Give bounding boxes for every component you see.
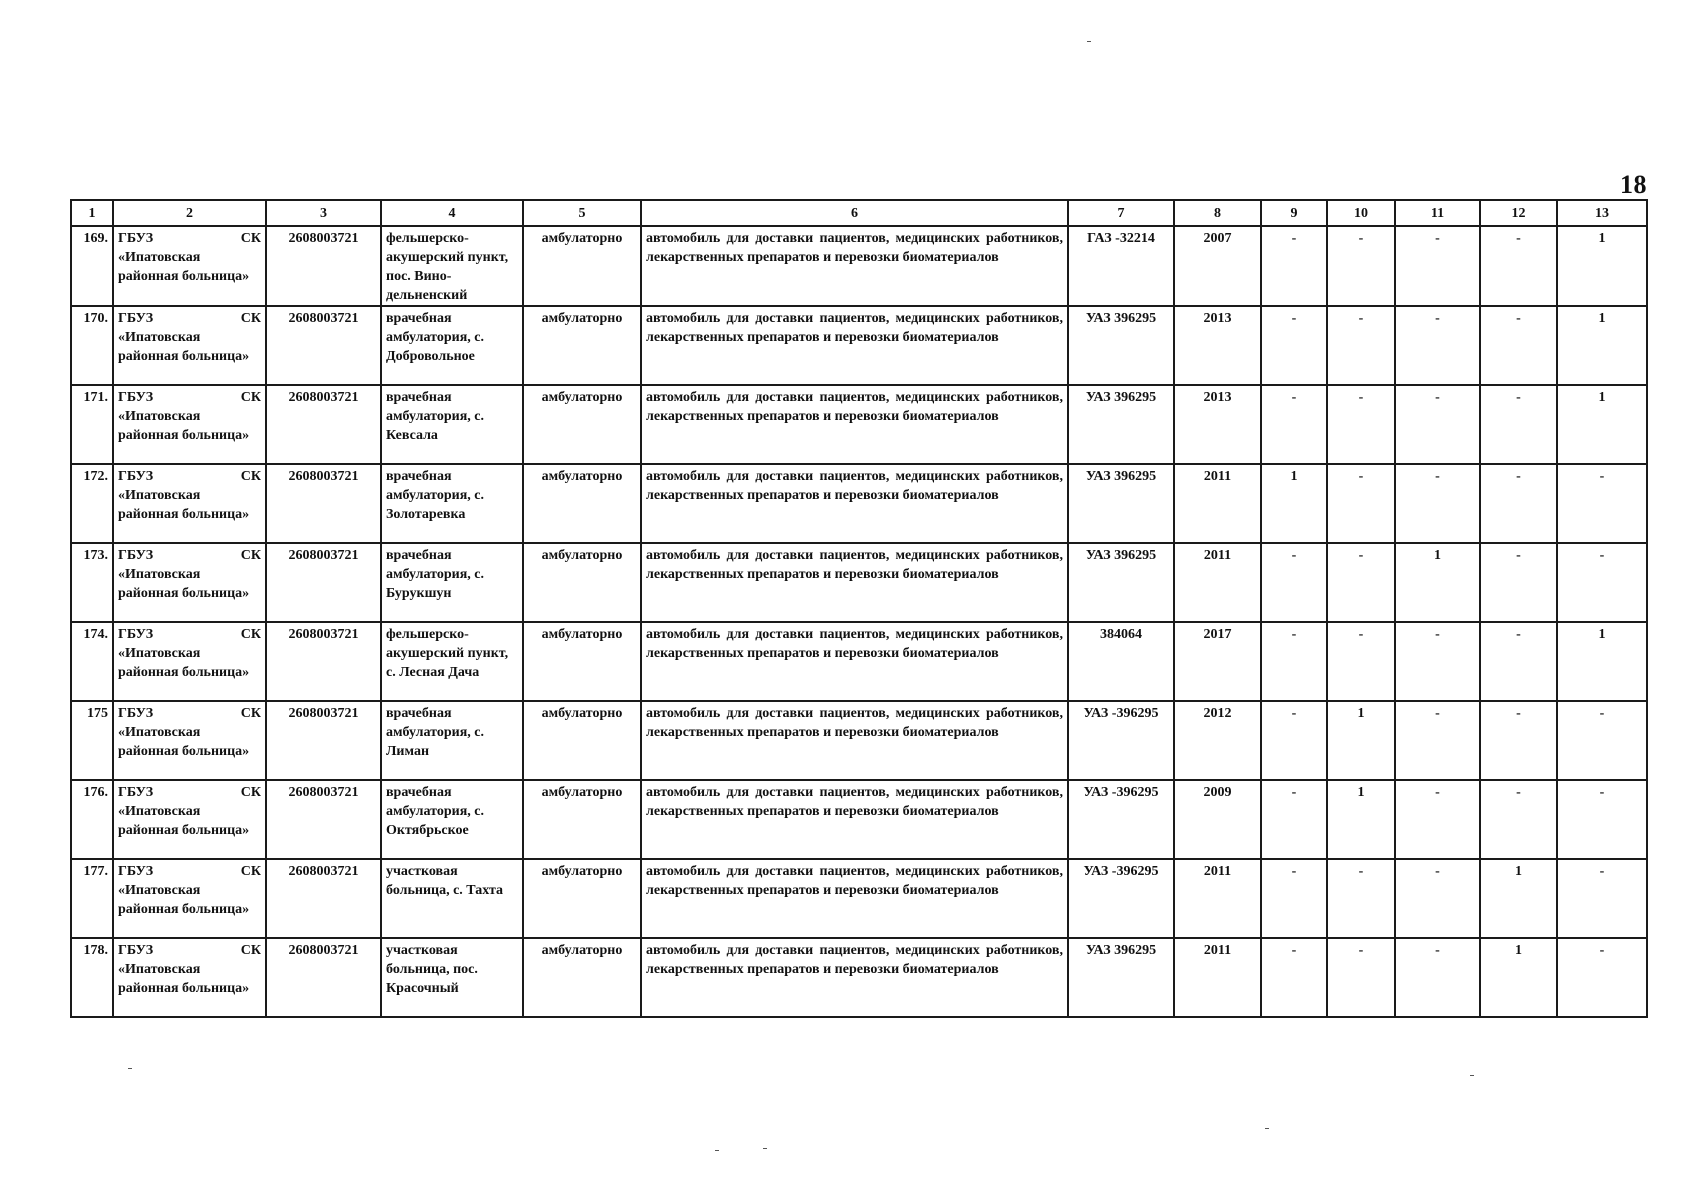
column-9-value: - bbox=[1261, 385, 1327, 464]
vehicle-purpose: автомобиль для доставки пациентов, медицинских работников, лекарственных препаратов и перевозки биоматериалов bbox=[641, 464, 1068, 543]
row-number: 170. bbox=[71, 306, 113, 385]
vehicle-model: 384064 bbox=[1068, 622, 1174, 701]
vehicle-year: 2007 bbox=[1174, 226, 1261, 306]
scan-speck bbox=[715, 1150, 719, 1151]
vehicle-year: 2013 bbox=[1174, 385, 1261, 464]
organization-name: ГБУЗ СК «Ипатовская районная больница» bbox=[113, 464, 266, 543]
care-mode: амбулаторно bbox=[523, 938, 641, 1017]
column-13-value: 1 bbox=[1557, 385, 1647, 464]
column-12-value: - bbox=[1480, 622, 1557, 701]
care-mode: амбулаторно bbox=[523, 464, 641, 543]
column-9-value: - bbox=[1261, 701, 1327, 780]
medical-unit: участковая больница, пос. Красочный bbox=[381, 938, 523, 1017]
column-9-value: 1 bbox=[1261, 464, 1327, 543]
table-row bbox=[71, 464, 1647, 543]
care-mode: амбулаторно bbox=[523, 306, 641, 385]
column-13-value: 1 bbox=[1557, 306, 1647, 385]
vehicle-year: 2011 bbox=[1174, 859, 1261, 938]
table-row bbox=[71, 306, 1647, 385]
table-body bbox=[71, 226, 1647, 1017]
column-9-value: - bbox=[1261, 306, 1327, 385]
vehicle-model: УАЗ -396295 bbox=[1068, 701, 1174, 780]
scan-speck bbox=[1087, 41, 1091, 42]
column-header-8: 8 bbox=[1174, 200, 1261, 226]
table-row bbox=[71, 385, 1647, 464]
inn-code: 2608003721 bbox=[266, 622, 381, 701]
vehicle-purpose: автомобиль для доставки пациентов, медицинских работников, лекарственных препаратов и перевозки биоматериалов bbox=[641, 306, 1068, 385]
organization-name: ГБУЗ СК «Ипатовская районная больница» bbox=[113, 543, 266, 622]
table-row bbox=[71, 701, 1647, 780]
row-number: 177. bbox=[71, 859, 113, 938]
column-10-value: - bbox=[1327, 464, 1395, 543]
column-13-value: 1 bbox=[1557, 622, 1647, 701]
table-row bbox=[71, 622, 1647, 701]
column-9-value: - bbox=[1261, 622, 1327, 701]
column-13-value: 1 bbox=[1557, 226, 1647, 306]
column-13-value: - bbox=[1557, 701, 1647, 780]
care-mode: амбулаторно bbox=[523, 226, 641, 306]
inn-code: 2608003721 bbox=[266, 464, 381, 543]
row-number: 176. bbox=[71, 780, 113, 859]
inn-code: 2608003721 bbox=[266, 859, 381, 938]
column-header-11: 11 bbox=[1395, 200, 1480, 226]
column-13-value: - bbox=[1557, 543, 1647, 622]
row-number: 169. bbox=[71, 226, 113, 306]
inn-code: 2608003721 bbox=[266, 226, 381, 306]
column-13-value: - bbox=[1557, 938, 1647, 1017]
organization-name: ГБУЗ СК «Ипатовская районная больница» bbox=[113, 701, 266, 780]
care-mode: амбулаторно bbox=[523, 701, 641, 780]
row-number: 174. bbox=[71, 622, 113, 701]
table-row bbox=[71, 938, 1647, 1017]
vehicle-model: УАЗ 396295 bbox=[1068, 543, 1174, 622]
organization-name: ГБУЗ СК «Ипатовская районная больница» bbox=[113, 226, 266, 306]
column-12-value: - bbox=[1480, 385, 1557, 464]
table-row bbox=[71, 226, 1647, 306]
column-11-value: - bbox=[1395, 306, 1480, 385]
column-10-value: - bbox=[1327, 385, 1395, 464]
column-13-value: - bbox=[1557, 464, 1647, 543]
organization-name: ГБУЗ СК «Ипатовская районная больница» bbox=[113, 780, 266, 859]
column-header-4: 4 bbox=[381, 200, 523, 226]
column-13-value: - bbox=[1557, 780, 1647, 859]
row-number: 178. bbox=[71, 938, 113, 1017]
column-header-9: 9 bbox=[1261, 200, 1327, 226]
organization-name: ГБУЗ СК «Ипатовская районная больница» bbox=[113, 859, 266, 938]
column-11-value: - bbox=[1395, 622, 1480, 701]
column-10-value: - bbox=[1327, 226, 1395, 306]
column-12-value: 1 bbox=[1480, 859, 1557, 938]
column-11-value: - bbox=[1395, 464, 1480, 543]
medical-unit: фельшерско-акушерский пункт, пос. Вино-дельненский bbox=[381, 226, 523, 306]
column-13-value: - bbox=[1557, 859, 1647, 938]
column-12-value: - bbox=[1480, 780, 1557, 859]
table-row bbox=[71, 859, 1647, 938]
care-mode: амбулаторно bbox=[523, 780, 641, 859]
inn-code: 2608003721 bbox=[266, 938, 381, 1017]
vehicle-purpose: автомобиль для доставки пациентов, медицинских работников, лекарственных препаратов и перевозки биоматериалов bbox=[641, 543, 1068, 622]
medical-unit: врачебная амбулатория, с. Кевсала bbox=[381, 385, 523, 464]
column-10-value: - bbox=[1327, 622, 1395, 701]
column-header-1: 1 bbox=[71, 200, 113, 226]
row-number: 172. bbox=[71, 464, 113, 543]
vehicle-purpose: автомобиль для доставки пациентов, медицинских работников, лекарственных препаратов и перевозки биоматериалов bbox=[641, 780, 1068, 859]
column-10-value: 1 bbox=[1327, 701, 1395, 780]
column-12-value: 1 bbox=[1480, 938, 1557, 1017]
column-11-value: 1 bbox=[1395, 543, 1480, 622]
column-header-3: 3 bbox=[266, 200, 381, 226]
column-9-value: - bbox=[1261, 226, 1327, 306]
scan-speck bbox=[1470, 1075, 1474, 1076]
column-11-value: - bbox=[1395, 701, 1480, 780]
vehicle-model: УАЗ 396295 bbox=[1068, 938, 1174, 1017]
vehicle-model: УАЗ 396295 bbox=[1068, 464, 1174, 543]
care-mode: амбулаторно bbox=[523, 859, 641, 938]
vehicle-model: УАЗ 396295 bbox=[1068, 306, 1174, 385]
inn-code: 2608003721 bbox=[266, 306, 381, 385]
header-row bbox=[71, 200, 1647, 226]
column-header-10: 10 bbox=[1327, 200, 1395, 226]
column-11-value: - bbox=[1395, 385, 1480, 464]
vehicle-year: 2012 bbox=[1174, 701, 1261, 780]
column-header-13: 13 bbox=[1557, 200, 1647, 226]
column-11-value: - bbox=[1395, 780, 1480, 859]
row-number: 175 bbox=[71, 701, 113, 780]
column-12-value: - bbox=[1480, 306, 1557, 385]
medical-unit: врачебная амбулатория, с. Добровольное bbox=[381, 306, 523, 385]
page-number: 18 bbox=[1620, 170, 1647, 199]
row-number: 173. bbox=[71, 543, 113, 622]
table-row bbox=[71, 780, 1647, 859]
vehicle-model: УАЗ -396295 bbox=[1068, 780, 1174, 859]
inn-code: 2608003721 bbox=[266, 780, 381, 859]
organization-name: ГБУЗ СК «Ипатовская районная больница» bbox=[113, 938, 266, 1017]
column-header-12: 12 bbox=[1480, 200, 1557, 226]
care-mode: амбулаторно bbox=[523, 622, 641, 701]
column-11-value: - bbox=[1395, 859, 1480, 938]
medical-unit: фельшерско-акушерский пункт, с. Лесная Дача bbox=[381, 622, 523, 701]
column-10-value: - bbox=[1327, 543, 1395, 622]
column-12-value: - bbox=[1480, 543, 1557, 622]
column-10-value: 1 bbox=[1327, 780, 1395, 859]
organization-name: ГБУЗ СК «Ипатовская районная больница» bbox=[113, 306, 266, 385]
inn-code: 2608003721 bbox=[266, 385, 381, 464]
medical-unit: участковая больница, с. Тахта bbox=[381, 859, 523, 938]
column-header-7: 7 bbox=[1068, 200, 1174, 226]
vehicles-table bbox=[70, 199, 1648, 1018]
care-mode: амбулаторно bbox=[523, 385, 641, 464]
vehicle-purpose: автомобиль для доставки пациентов, медицинских работников, лекарственных препаратов и перевозки биоматериалов bbox=[641, 385, 1068, 464]
inn-code: 2608003721 bbox=[266, 701, 381, 780]
column-10-value: - bbox=[1327, 306, 1395, 385]
vehicle-purpose: автомобиль для доставки пациентов, медицинских работников, лекарственных препаратов и перевозки биоматериалов bbox=[641, 938, 1068, 1017]
column-10-value: - bbox=[1327, 938, 1395, 1017]
vehicle-purpose: автомобиль для доставки пациентов, медицинских работников, лекарственных препаратов и перевозки биоматериалов bbox=[641, 622, 1068, 701]
scan-speck bbox=[1265, 1128, 1269, 1129]
column-12-value: - bbox=[1480, 464, 1557, 543]
vehicle-year: 2009 bbox=[1174, 780, 1261, 859]
vehicle-year: 2017 bbox=[1174, 622, 1261, 701]
table-row bbox=[71, 543, 1647, 622]
column-header-5: 5 bbox=[523, 200, 641, 226]
vehicle-year: 2011 bbox=[1174, 464, 1261, 543]
column-header-2: 2 bbox=[113, 200, 266, 226]
column-header-6: 6 bbox=[641, 200, 1068, 226]
vehicle-year: 2013 bbox=[1174, 306, 1261, 385]
organization-name: ГБУЗ СК «Ипатовская районная больница» bbox=[113, 622, 266, 701]
organization-name: ГБУЗ СК «Ипатовская районная больница» bbox=[113, 385, 266, 464]
column-9-value: - bbox=[1261, 938, 1327, 1017]
column-11-value: - bbox=[1395, 226, 1480, 306]
inn-code: 2608003721 bbox=[266, 543, 381, 622]
medical-unit: врачебная амбулатория, с. Лиман bbox=[381, 701, 523, 780]
column-9-value: - bbox=[1261, 859, 1327, 938]
column-12-value: - bbox=[1480, 226, 1557, 306]
vehicle-model: УАЗ -396295 bbox=[1068, 859, 1174, 938]
column-9-value: - bbox=[1261, 543, 1327, 622]
medical-unit: врачебная амбулатория, с. Бурукшун bbox=[381, 543, 523, 622]
column-12-value: - bbox=[1480, 701, 1557, 780]
vehicle-model: УАЗ 396295 bbox=[1068, 385, 1174, 464]
vehicle-year: 2011 bbox=[1174, 938, 1261, 1017]
medical-unit: врачебная амбулатория, с. Октябрьское bbox=[381, 780, 523, 859]
column-10-value: - bbox=[1327, 859, 1395, 938]
care-mode: амбулаторно bbox=[523, 543, 641, 622]
column-9-value: - bbox=[1261, 780, 1327, 859]
column-11-value: - bbox=[1395, 938, 1480, 1017]
vehicle-model: ГАЗ -32214 bbox=[1068, 226, 1174, 306]
vehicle-purpose: автомобиль для доставки пациентов, медицинских работников, лекарственных препаратов и перевозки биоматериалов bbox=[641, 859, 1068, 938]
vehicle-year: 2011 bbox=[1174, 543, 1261, 622]
vehicle-purpose: автомобиль для доставки пациентов, медицинских работников, лекарственных препаратов и перевозки биоматериалов bbox=[641, 701, 1068, 780]
vehicle-purpose: автомобиль для доставки пациентов, медицинских работников, лекарственных препаратов и перевозки биоматериалов bbox=[641, 226, 1068, 306]
scan-speck bbox=[763, 1148, 767, 1149]
row-number: 171. bbox=[71, 385, 113, 464]
scan-speck bbox=[128, 1068, 132, 1069]
medical-unit: врачебная амбулатория, с. Золотаревка bbox=[381, 464, 523, 543]
